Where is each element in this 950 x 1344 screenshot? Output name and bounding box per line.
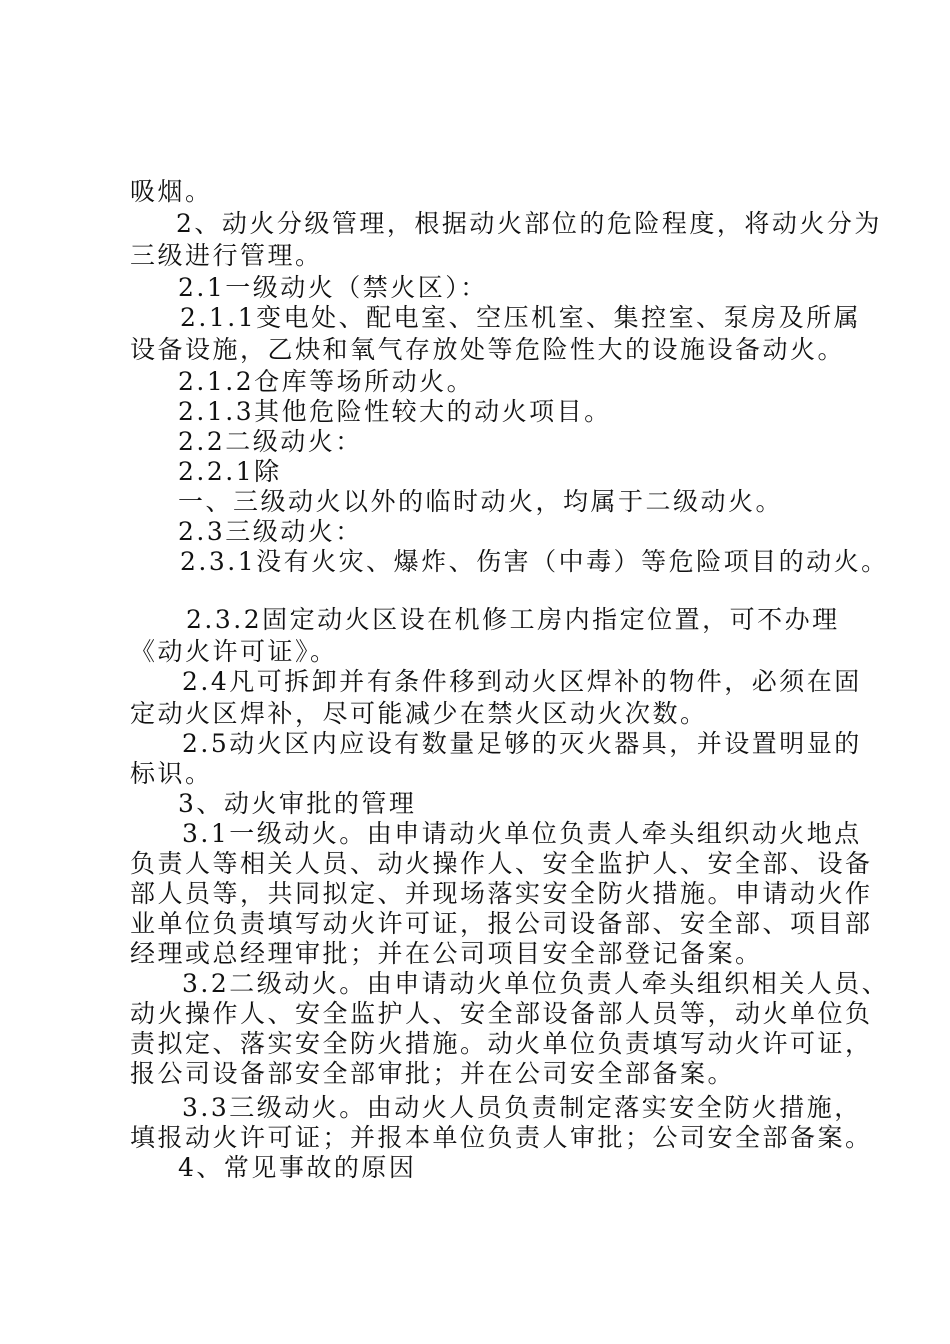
text-line: 经理或总经理审批；并在公司项目安全部登记备案。 — [130, 939, 763, 968]
text-line: 部人员等，共同拟定、并现场落实安全防火措施。申请动火作 — [130, 879, 873, 908]
text-line: 定动火区焊补，尽可能减少在禁火区动火次数。 — [130, 699, 708, 728]
text-line: 2.4凡可拆卸并有条件移到动火区焊补的物件，必须在固 — [182, 667, 862, 696]
text-line: 3.1一级动火。由申请动火单位负责人牵头组织动火地点 — [182, 819, 862, 848]
text-line: 2.1.1变电处、配电室、空压机室、集控室、泵房及所属 — [180, 303, 862, 332]
text-line: 三级进行管理。 — [130, 241, 323, 270]
text-line: 2.3三级动火： — [178, 517, 363, 546]
text-line: 2.2二级动火： — [178, 427, 363, 456]
text-line: 2.1.3其他危险性较大的动火项目。 — [178, 397, 612, 426]
text-line: 填报动火许可证；并报本单位负责人审批；公司安全部备案。 — [130, 1123, 873, 1152]
text-line: 2.2.1除 — [178, 457, 282, 486]
text-line: 报公司设备部安全部审批；并在公司安全部备案。 — [130, 1059, 736, 1088]
text-line: 4、常见事故的原因 — [178, 1153, 417, 1182]
text-line: 一、三级动火以外的临时动火，均属于二级动火。 — [178, 487, 784, 516]
text-line: 2.5动火区内应设有数量足够的灭火器具，并设置明显的 — [182, 729, 862, 758]
text-line: 《动火许可证》。 — [130, 637, 338, 666]
text-line: 2、动火分级管理，根据动火部位的危险程度，将动火分为 — [176, 209, 882, 238]
text-line: 责拟定、落实安全防火措施。动火单位负责填写动火许可证， — [130, 1029, 873, 1058]
text-line: 2.1一级动火（禁火区）： — [178, 273, 488, 302]
text-line: 标识。 — [130, 759, 213, 788]
text-line: 3、动火审批的管理 — [178, 789, 417, 818]
text-line: 2.3.2固定动火区设在机修工房内指定位置，可不办理 — [186, 605, 840, 634]
text-line: 设备设施，乙炔和氧气存放处等危险性大的设施设备动火。 — [130, 335, 846, 364]
text-line: 负责人等相关人员、动火操作人、安全监护人、安全部、设备 — [130, 849, 873, 878]
text-line: 3.2二级动火。由申请动火单位负责人牵头组织相关人员、 — [182, 969, 890, 998]
text-line: 业单位负责填写动火许可证，报公司设备部、安全部、项目部 — [130, 909, 873, 938]
text-line: 动火操作人、安全监护人、安全部设备部人员等，动火单位负 — [130, 999, 873, 1028]
text-line: 2.1.2仓库等场所动火。 — [178, 367, 475, 396]
text-line: 3.3三级动火。由动火人员负责制定落实安全防火措施， — [182, 1093, 862, 1122]
text-line: 吸烟。 — [130, 177, 213, 206]
text-line: 2.3.1没有火灾、爆炸、伤害（中毒）等危险项目的动火。 — [180, 547, 889, 576]
